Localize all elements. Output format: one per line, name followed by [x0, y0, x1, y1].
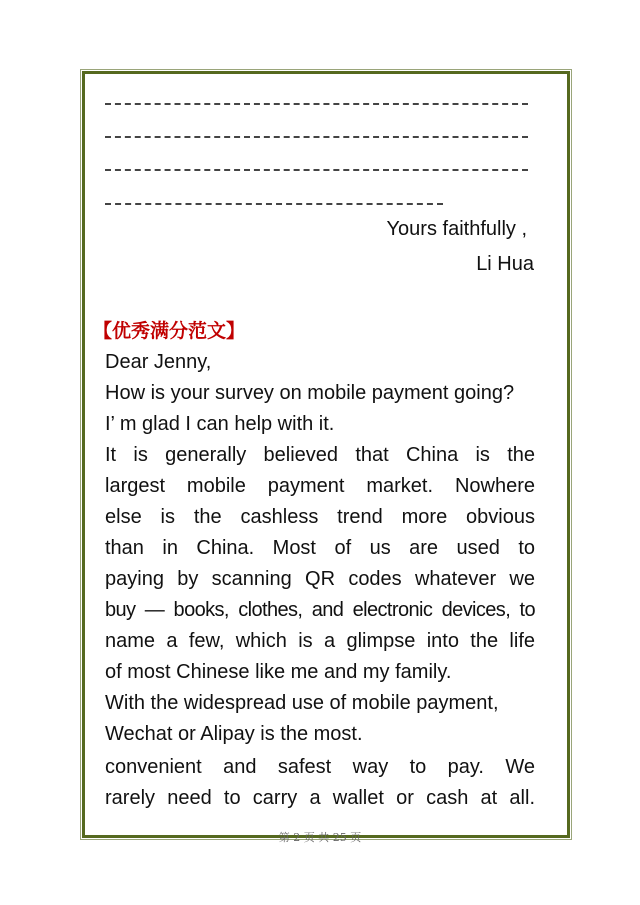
body-line: I’ m glad I can help with it. — [105, 413, 335, 435]
body-line: Wechat or Alipay is the most. — [105, 723, 363, 745]
blank-line — [105, 103, 528, 105]
body-line: How is your survey on mobile payment going? — [105, 382, 515, 404]
blank-line — [105, 136, 528, 138]
body-line: buy — books, clothes, and electronic devices, to — [105, 599, 535, 621]
body-line: name a few, which is a glimpse into the life — [105, 630, 535, 652]
body-line: paying by scanning QR codes whatever we — [105, 568, 535, 590]
body-line: of most Chinese like me and my family. — [105, 661, 452, 683]
closing: Yours faithfully , — [386, 218, 527, 240]
signature: Li Hua — [476, 253, 534, 275]
body-line: Dear Jenny, — [105, 351, 212, 373]
body-line: rarely need to carry a wallet or cash at all. — [105, 787, 535, 809]
blank-line — [105, 169, 528, 171]
section-heading: 【优秀满分范文】 — [93, 320, 246, 342]
body-line: It is generally believed that China is the — [105, 444, 535, 466]
page-footer: 第 2 页 共 25 页 — [278, 831, 362, 844]
body-line: largest mobile payment market. Nowhere — [105, 475, 535, 497]
blank-line — [105, 203, 443, 205]
body-line: With the widespread use of mobile payment, — [105, 692, 499, 714]
body-line: else is the cashless trend more obvious — [105, 506, 535, 528]
body-line: than in China. Most of us are used to — [105, 537, 535, 559]
body-line: convenient and safest way to pay. We — [105, 756, 535, 778]
